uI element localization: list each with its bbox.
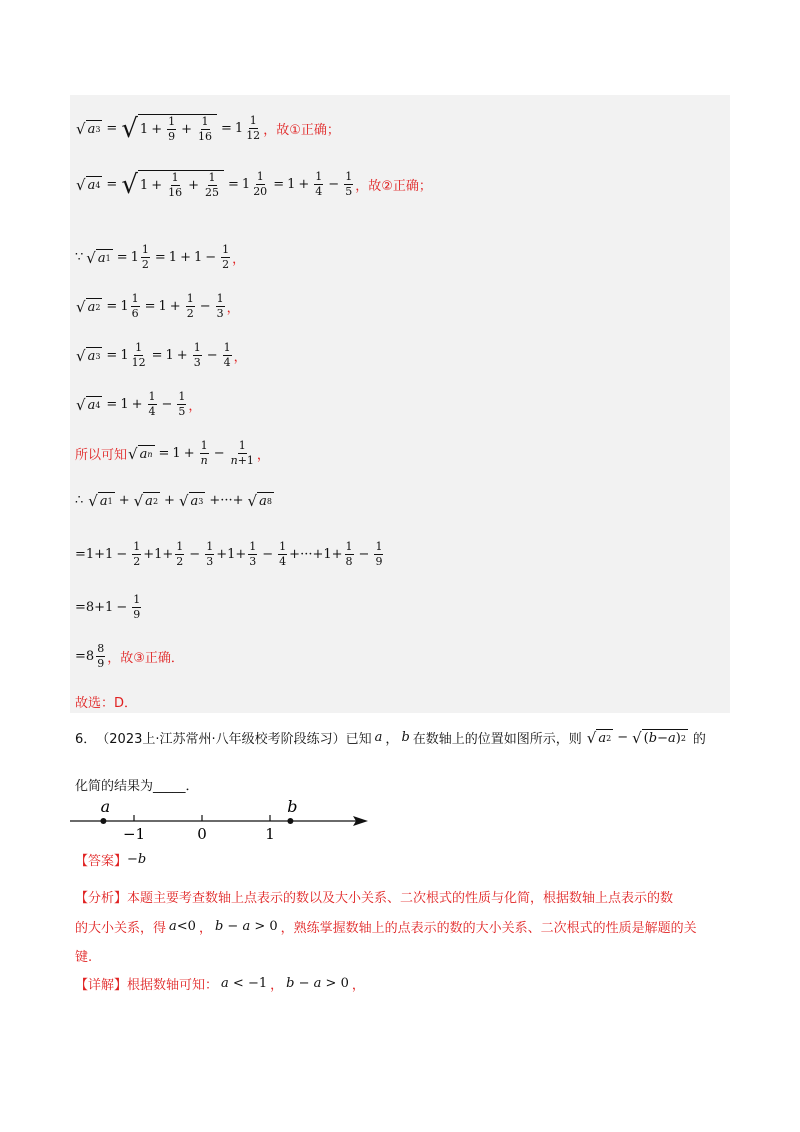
detail-label: 【详解】 (75, 978, 128, 993)
eq-sum: ∴ √ a 1 + √ a 2 + √ a 3 +···+ √ a 8 (75, 492, 272, 510)
var-b: b (401, 730, 410, 745)
analysis-text-1: 本题主要考查数轴上点表示的数以及大小关系、二次根式的性质与化简，根据数轴上点表示的数 (127, 891, 674, 906)
line1-note: ，故①正确； (263, 122, 340, 138)
point-b (287, 818, 293, 824)
inequality-b-a: b − a > 0 (214, 919, 278, 934)
question-text-b: 在数轴上的位置如图所示，则 (412, 732, 582, 747)
eq-sqrt-a4: √ a 4 = √ 1 + $\frac{1}{16}$ + $\frac{1}{25}$ = 1 $\frac{1}{20}$ = 1 + $\frac{1}{4}$ − $\frac{1}{5}$ ，故②正确； (76, 170, 432, 201)
eq-expansion: =1+1 − $\frac{1}{2}$ +1+ $\frac{1}{2}$ − $\frac{1}{3}$ +1+ $\frac{1}{3}$ − $\frac{1}{4}$ +···+1+ $\frac{1}{8}$ − $\frac{1}{9}$ (75, 540, 383, 568)
question-6-line2 (75, 775, 199, 794)
eq-sqrt-a1: ∵ √ a 1 = 1 $\frac{1}{2}$ = 1 + 1 − $\frac{1}{2}$ ， (75, 243, 246, 271)
inequality-a: a<0 (169, 919, 196, 934)
separator: ， (385, 732, 399, 747)
point-a (100, 818, 106, 824)
detail-ineq-a: a < −1 (221, 976, 268, 991)
point-label-a: a (100, 797, 111, 816)
tick-label: 0 (197, 825, 207, 843)
analysis-label: 【分析】 (75, 891, 128, 906)
eq-sqrt-a2: √ a 2 = 1 $\frac{1}{6}$ = 1 + $\frac{1}{2}$ − $\frac{1}{3}$ ， (76, 292, 240, 320)
detail-end: ， (351, 978, 365, 993)
detail-text: 根据数轴可知： (127, 978, 219, 993)
question-text-c: 的 (692, 732, 706, 747)
detail-ineq-b: b − a > 0 (286, 976, 349, 991)
number-line (70, 796, 380, 846)
analysis-line3 (75, 946, 92, 965)
tick-label: −1 (122, 825, 146, 843)
answer-label: 【答案】 (75, 854, 128, 869)
comma: ， (233, 349, 247, 365)
var-a: a (374, 730, 383, 745)
eq-sqrt-a3-b: √ a 3 = 1 $\frac{1}{12}$ = 1 + $\frac{1}{3}$ − $\frac{1}{4}$ ， (76, 341, 247, 369)
comma: ， (232, 251, 246, 267)
tick-label: 1 (265, 825, 275, 843)
question-text-a: 已知 (345, 732, 372, 747)
question-6 (75, 728, 706, 747)
answer-value: −b (127, 852, 147, 867)
detail-line (75, 974, 365, 993)
expression: √ a 2 − √ ( b − a ) 2 (586, 729, 686, 747)
therefore-label: 所以可知 (75, 447, 128, 463)
comma: ， (226, 300, 240, 316)
answer-line (75, 850, 146, 869)
eq-sqrt-a3: √ a 3 = √ 1 + $\frac{1}{9}$ + $\frac{1}{16}$ = 1 $\frac{1}{12}$ ，故①正确； (76, 114, 340, 145)
eq-result: = 8 $\frac{8}{9}$ ，故③正确． (75, 642, 184, 670)
eq-sqrt-a4-b: √ a 4 = 1 + $\frac{1}{4}$ − $\frac{1}{5}$ ， (76, 390, 202, 418)
choice-answer: 故选：D． (75, 696, 138, 711)
comma: ， (256, 447, 270, 463)
analysis-line1 (75, 887, 673, 906)
detail-sep: ， (270, 978, 284, 993)
analysis-line2: 的大小关系，得 a<0 ， b − a > 0 ，熟练掌握数轴上的点表示的数的大小关系、二次根式的性质是解题的关 (75, 919, 697, 936)
point-label-b: b (287, 797, 298, 816)
answer-blank: _____． (153, 779, 199, 794)
line2-note: ，故②正确； (355, 178, 432, 194)
eq-general: 所以可知 √ a n = 1 + $\frac{1}{n}$ − $\frac{1}{n+1}$ ， (75, 439, 270, 467)
analysis-text-2b: ，熟练掌握数轴上的点表示的数的大小关系、二次根式的性质是解题的关 (280, 921, 697, 936)
eq-simplified: =8+1 − $\frac{1}{9}$ (75, 593, 141, 621)
question-line2: 化简的结果为 (75, 779, 154, 794)
question-number: 6． (75, 732, 97, 747)
comma: ， (188, 398, 202, 414)
final-note: ，故③正确． (107, 650, 184, 666)
question-source: （2023上·江苏常州·八年级校考阶段练习） (96, 732, 346, 747)
analysis-text-2a: 的大小关系，得 (75, 921, 167, 936)
analysis-text-3: 键. (75, 950, 93, 965)
